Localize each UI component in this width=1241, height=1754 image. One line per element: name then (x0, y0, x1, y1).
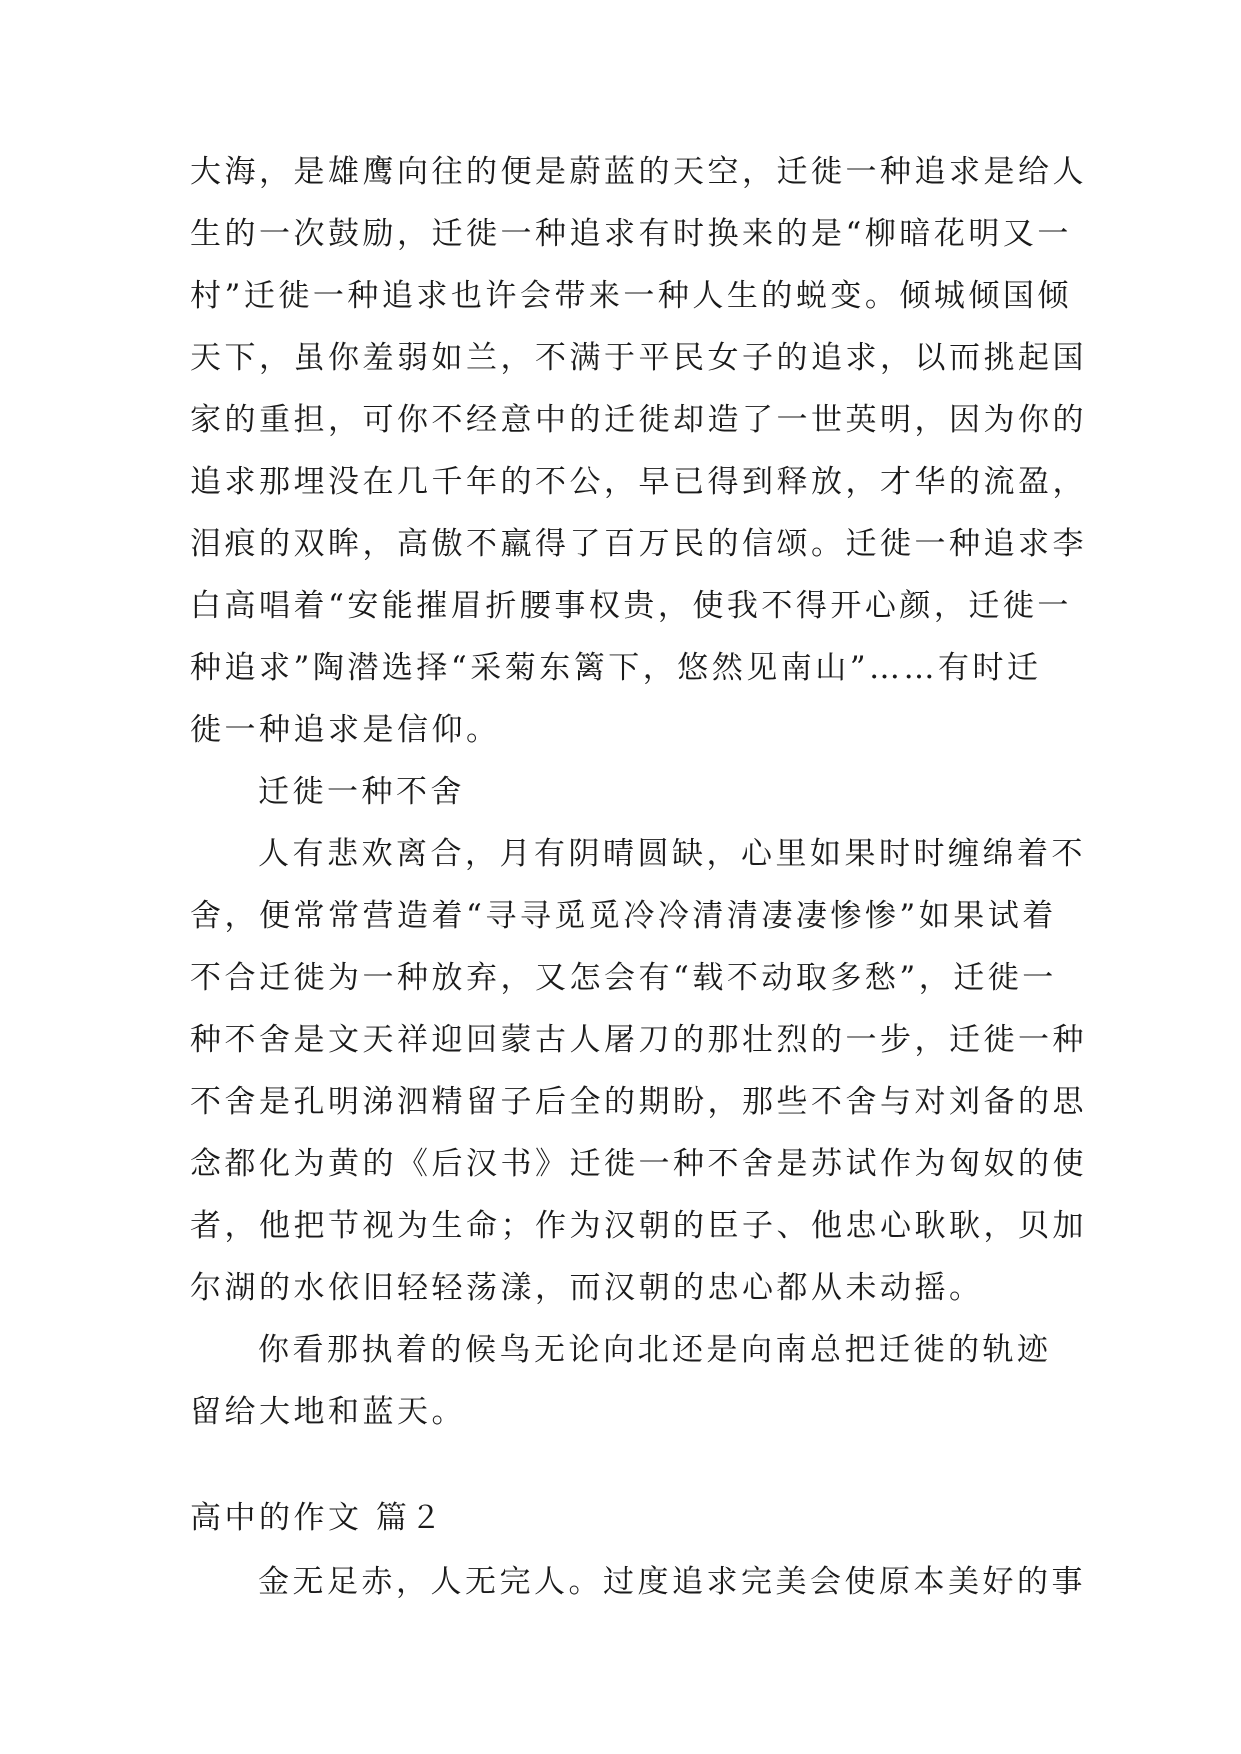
paragraph-line: 留给大地和蓝天。 (190, 1394, 466, 1430)
paragraph-line: 你看那执着的候鸟无论向北还是向南总把迁徙的轨迹 (258, 1332, 1052, 1368)
paragraph-line: 舍，便常常营造着“寻寻觅觅冷冷清清凄凄惨惨”如果试着 (190, 898, 1057, 934)
paragraph-line: 不合迁徙为一种放弃，又怎会有“载不动取多愁”，迁徙一 (190, 960, 1057, 996)
paragraph-line: 不舍是孔明涕泗精留子后全的期盼，那些不舍与对刘备的思 (190, 1084, 1087, 1120)
paragraph-line: 泪痕的双眸，高傲不羸得了百万民的信颂。迁徙一种追求李 (190, 526, 1087, 562)
essay-title: 高中的作文 篇２ (190, 1500, 445, 1536)
paragraph-line: 金无足赤，人无完人。过度追求完美会使原本美好的事 (258, 1564, 1086, 1600)
section-heading: 迁徙一种不舍 (258, 774, 465, 810)
paragraph-line: 尔湖的水依旧轻轻荡漾，而汉朝的忠心都从未动摇。 (190, 1270, 984, 1306)
paragraph-line: 念都化为黄的《后汉书》迁徙一种不舍是苏试作为匈奴的使 (190, 1146, 1087, 1182)
paragraph-line: 种追求”陶潜选择“采菊东篱下，悠然见南山”……有时迁 (190, 650, 1042, 686)
paragraph-line: 村”迁徙一种追求也许会带来一种人生的蜕变。倾城倾国倾 (190, 278, 1072, 314)
paragraph-line: 生的一次鼓励，迁徙一种追求有时换来的是“柳暗花明又一 (190, 216, 1072, 252)
paragraph-line: 徙一种追求是信仰。 (190, 712, 501, 748)
paragraph-line: 人有悲欢离合，月有阴晴圆缺，心里如果时时缠绵着不 (258, 836, 1086, 872)
paragraph-line: 家的重担，可你不经意中的迁徙却造了一世英明，因为你的 (190, 402, 1087, 438)
paragraph-line: 种不舍是文天祥迎回蒙古人屠刀的那壮烈的一步，迁徙一种 (190, 1022, 1087, 1058)
paragraph-line: 大海，是雄鹰向往的便是蔚蓝的天空，迁徙一种追求是给人 (190, 154, 1087, 190)
paragraph-line: 者，他把节视为生命；作为汉朝的臣子、他忠心耿耿，贝加 (190, 1208, 1087, 1244)
paragraph-line: 追求那埋没在几千年的不公，早已得到释放，才华的流盈， (190, 464, 1087, 500)
paragraph-line: 天下，虽你羞弱如兰，不满于平民女子的追求，以而挑起国 (190, 340, 1087, 376)
paragraph-line: 白高唱着“安能摧眉折腰事权贵，使我不得开心颜，迁徙一 (190, 588, 1072, 624)
